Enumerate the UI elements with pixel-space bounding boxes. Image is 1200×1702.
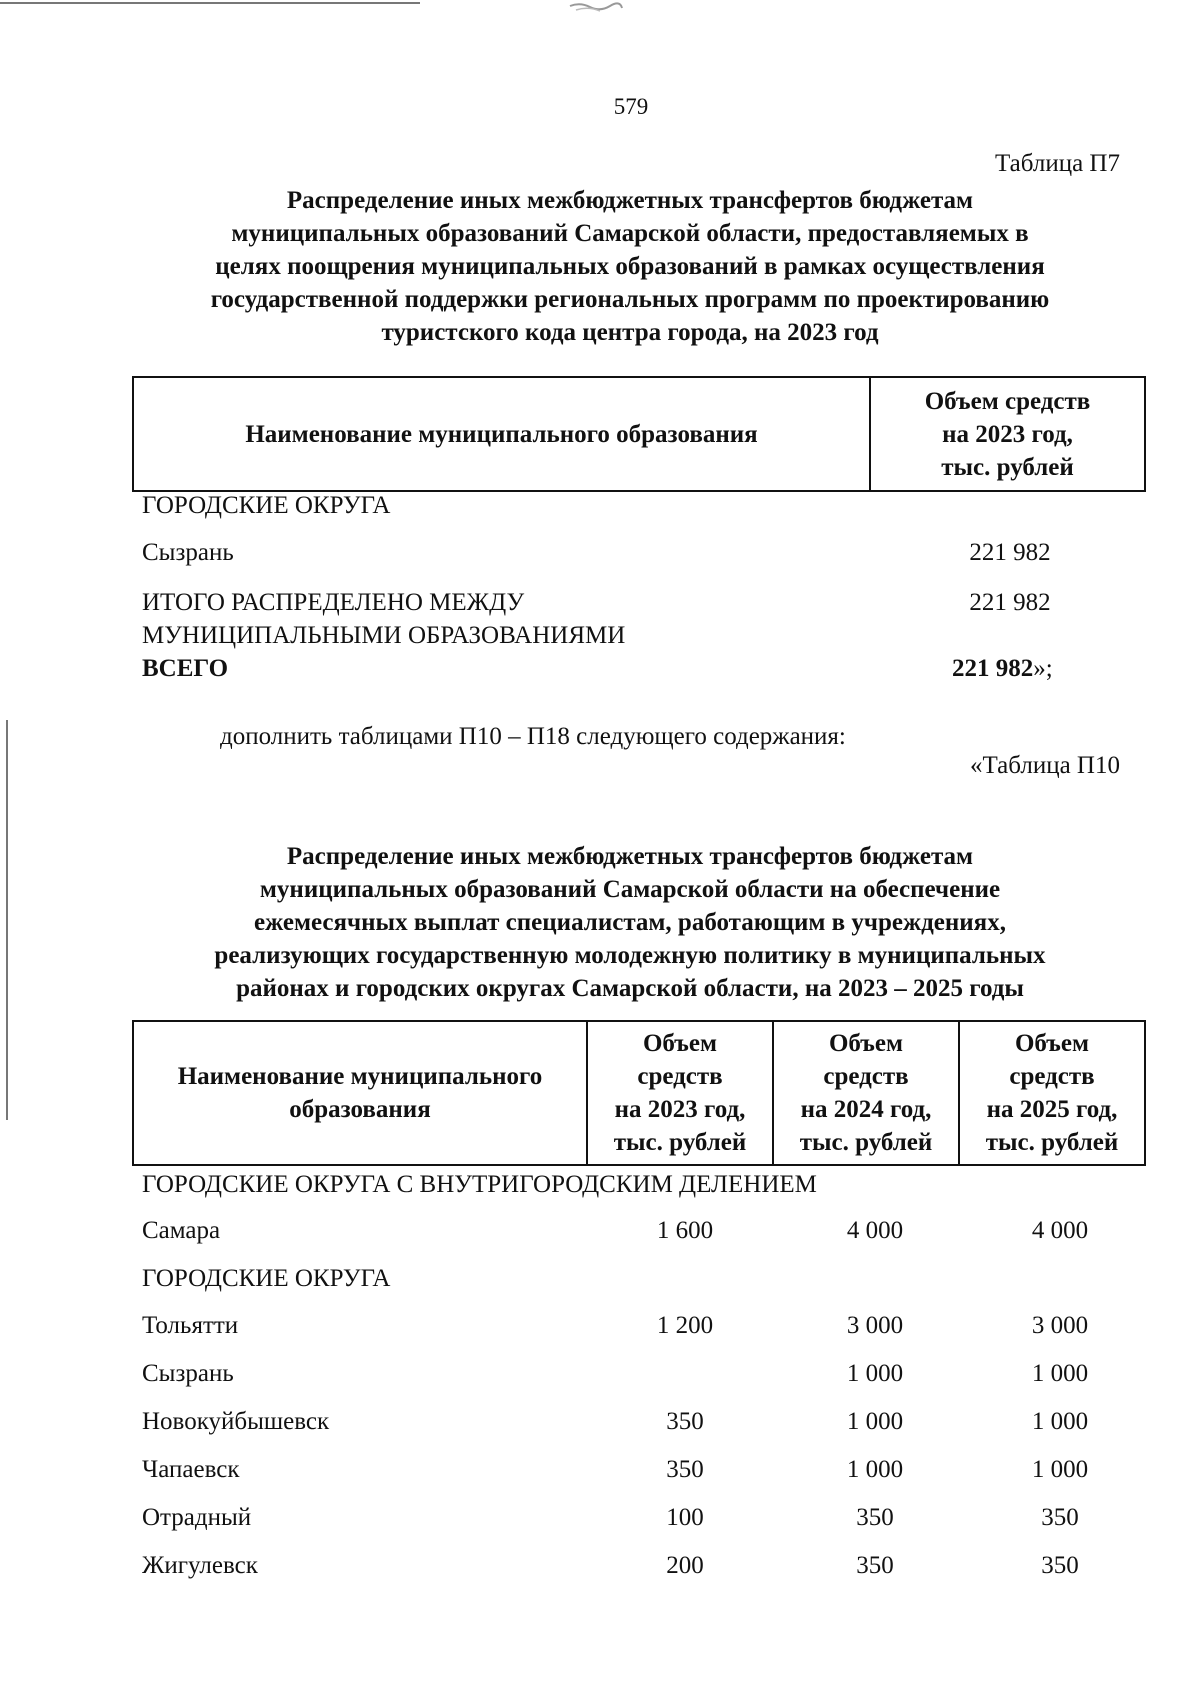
header-line: Наименование муниципального: [177, 1063, 543, 1090]
column-header-2023: [586, 1022, 772, 1164]
column-header-2024: [772, 1022, 958, 1164]
column-header-volume: [869, 378, 1144, 490]
row-value-2024: 350: [856, 1504, 894, 1531]
row-name: Сызрань: [142, 1360, 234, 1387]
row-value-2025: 3 000: [1031, 1312, 1089, 1339]
table-label-p7: Таблица П7: [995, 150, 1120, 177]
row-value-2023: 1 600: [656, 1217, 714, 1244]
row-value-2024: 3 000: [846, 1312, 904, 1339]
header-line: Объем: [642, 1030, 717, 1057]
supplement-text: дополнить таблицами П10 – П18 следующего содержания:: [220, 723, 846, 750]
row-value-2025: 1 000: [1031, 1408, 1089, 1435]
row-name: Самара: [142, 1217, 221, 1244]
section-title: ГОРОДСКИЕ ОКРУГА: [142, 492, 391, 519]
header-line: средств: [1009, 1063, 1095, 1090]
title-line: целях поощрения муниципальных образований в рамках осуществления: [215, 253, 1045, 280]
column-header-name: Наименование муниципального образования: [245, 420, 758, 448]
subtotal-label-line1: ИТОГО РАСПРЕДЕЛЕНО МЕЖДУ: [142, 589, 525, 616]
row-name: Сызрань: [142, 539, 234, 566]
page-number: 579: [613, 94, 649, 119]
table-header-p7: [132, 376, 1146, 492]
row-value-2024: 1 000: [846, 1456, 904, 1483]
title-line: районах и городских округах Самарской области, на 2023 – 2025 годы: [236, 975, 1024, 1002]
header-line: тыс. рублей: [941, 453, 1074, 481]
title-line: туристского кода центра города, на 2023 год: [381, 319, 879, 346]
row-value-2024: 1 000: [846, 1408, 904, 1435]
column-header-name: [134, 1022, 586, 1164]
row-value-2025: 350: [1041, 1504, 1079, 1531]
row-name: Отрадный: [142, 1504, 252, 1531]
subtotal-label-line2: МУНИЦИПАЛЬНЫМИ ОБРАЗОВАНИЯМИ: [142, 622, 626, 649]
title-line: Распределение иных межбюджетных трансфертов бюджетам: [286, 187, 974, 214]
total-value-group: [952, 652, 1053, 685]
header-line: тыс. рублей: [985, 1129, 1119, 1156]
header-line: тыс. рублей: [799, 1129, 933, 1156]
header-line: средств: [637, 1063, 723, 1090]
row-value-2025: 1 000: [1031, 1456, 1089, 1483]
row-value-2025: 4 000: [1031, 1217, 1089, 1244]
row-value-2023: 100: [666, 1504, 704, 1531]
scan-margin-rule: [6, 720, 8, 1120]
header-line: Объем: [828, 1030, 903, 1057]
row-name: Чапаевск: [142, 1456, 240, 1483]
total-label: ВСЕГО: [142, 655, 229, 682]
header-line: на 2024 год,: [800, 1096, 932, 1123]
total-suffix: »;: [1033, 655, 1053, 682]
column-header-2025: [958, 1022, 1144, 1164]
section-title: ГОРОДСКИЕ ОКРУГА С ВНУТРИГОРОДСКИМ ДЕЛЕНИЕМ: [142, 1171, 817, 1198]
row-name: Новокуйбышевск: [142, 1408, 330, 1435]
header-line: Объем средств: [924, 387, 1091, 415]
row-value-2024: 1 000: [846, 1360, 904, 1387]
title-line: ежемесячных выплат специалистам, работающим в учреждениях,: [254, 909, 1006, 936]
header-line: образования: [289, 1096, 431, 1123]
row-value-2024: 4 000: [846, 1217, 904, 1244]
row-name: Тольятти: [142, 1312, 239, 1339]
header-line: на 2023 год,: [942, 420, 1073, 448]
table-label-p10: «Таблица П10: [970, 752, 1120, 779]
row-value-2023: 350: [666, 1456, 704, 1483]
row-value-2024: 350: [856, 1552, 894, 1579]
row-value-2023: 200: [666, 1552, 704, 1579]
row-value-2023: 1 200: [656, 1312, 714, 1339]
scan-edge-rule: [0, 2, 420, 4]
title-line: Распределение иных межбюджетных трансфертов бюджетам: [286, 843, 974, 870]
row-value-2025: 350: [1041, 1552, 1079, 1579]
header-line: Объем: [1014, 1030, 1089, 1057]
title-line: реализующих государственную молодежную политику в муниципальных: [214, 942, 1046, 969]
row-value: 221 982: [969, 539, 1051, 566]
row-value-2025: 1 000: [1031, 1360, 1089, 1387]
scan-smudge: [566, 0, 624, 14]
row-name: Жигулевск: [142, 1552, 258, 1579]
header-line: тыс. рублей: [613, 1129, 747, 1156]
header-line: средств: [823, 1063, 909, 1090]
section-title: ГОРОДСКИЕ ОКРУГА: [142, 1265, 391, 1292]
total-value: 221 982: [952, 655, 1034, 682]
header-line: на 2023 год,: [614, 1096, 746, 1123]
title-line: государственной поддержки региональных программ по проектированию: [210, 286, 1050, 313]
row-value-2023: 350: [666, 1408, 704, 1435]
subtotal-value: 221 982: [969, 589, 1051, 616]
table-title-p10: [140, 840, 1120, 1005]
title-line: муниципальных образований Самарской области, предоставляемых в: [231, 220, 1029, 247]
title-line: муниципальных образований Самарской области на обеспечение: [259, 876, 1001, 903]
table-header-p10: [132, 1020, 1146, 1166]
header-line: на 2025 год,: [986, 1096, 1118, 1123]
table-title-p7: [140, 184, 1120, 349]
